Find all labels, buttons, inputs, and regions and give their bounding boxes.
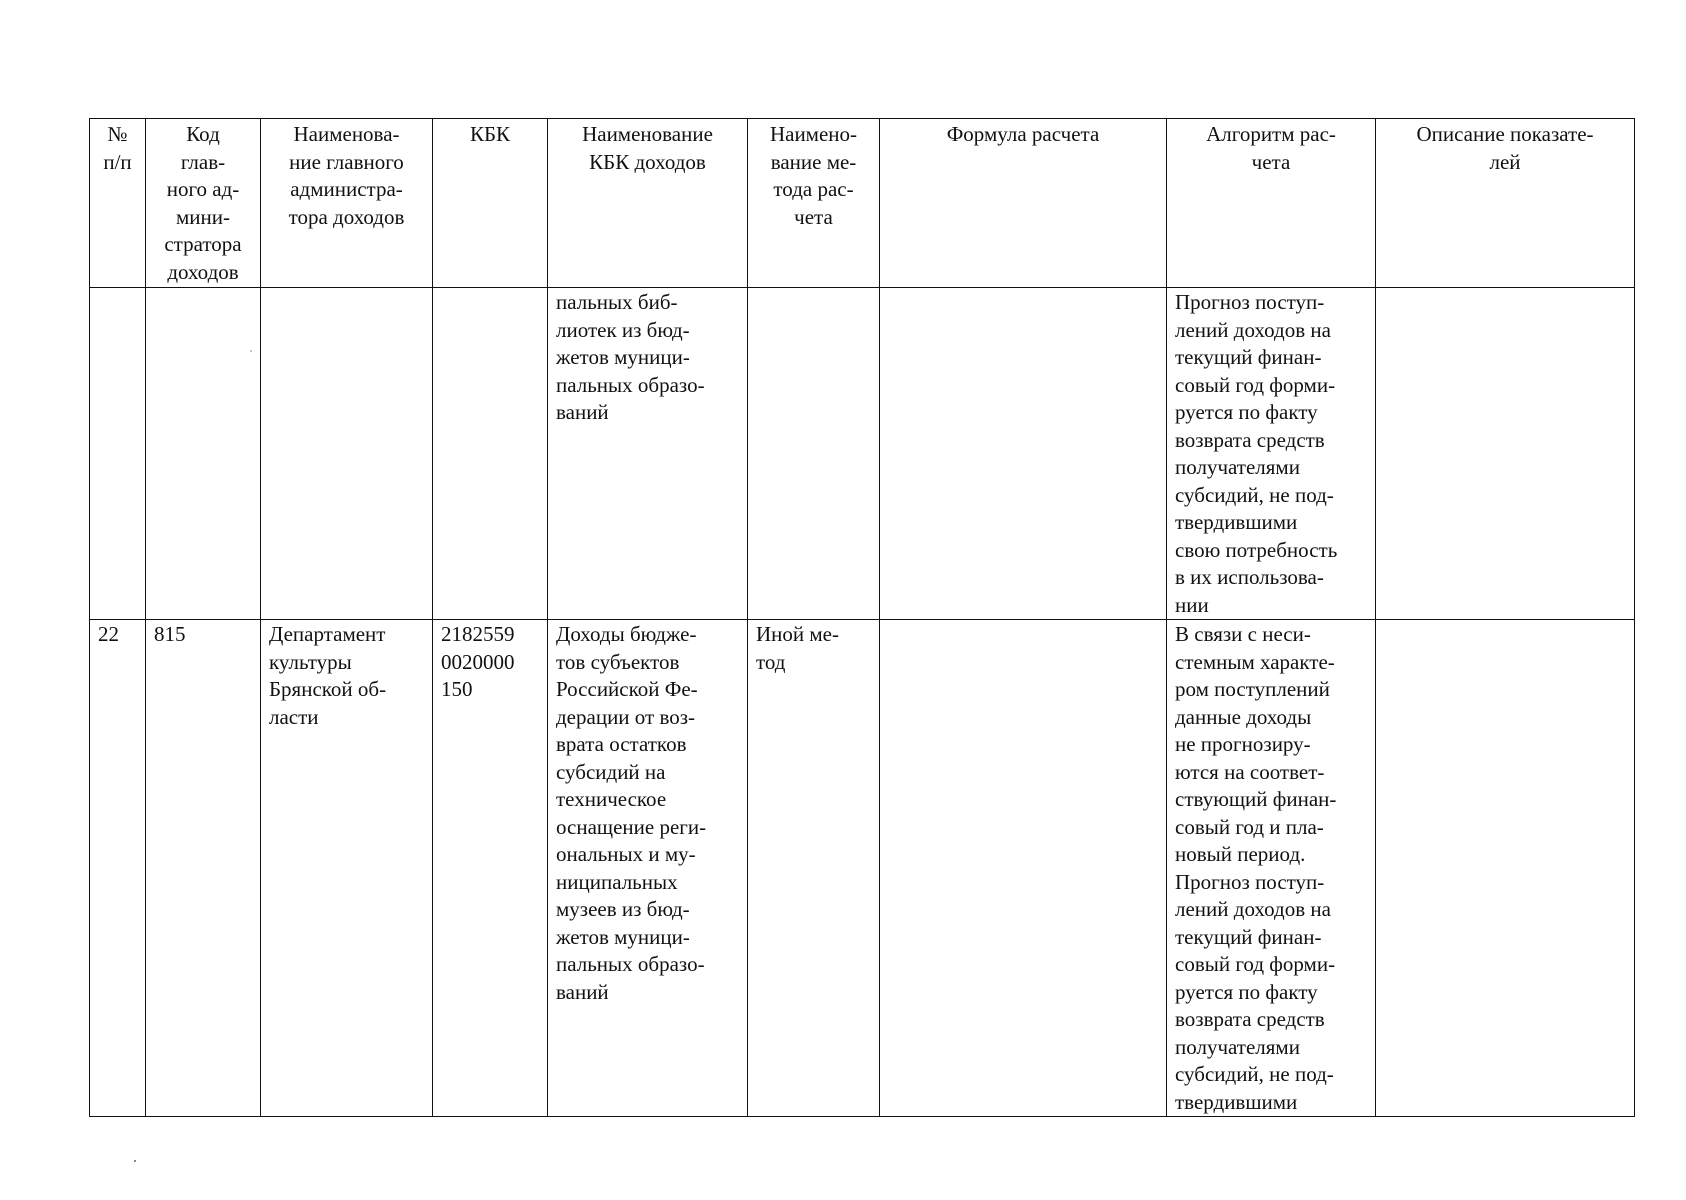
header-kbk: КБК xyxy=(433,119,548,288)
header-kbk-name: Наименование КБК доходов xyxy=(548,119,748,288)
cell-description xyxy=(1376,288,1635,620)
header-admin-code: Код глав- ного ад- мини- стратора доходов xyxy=(146,119,261,288)
table-header-row xyxy=(90,119,1635,288)
header-admin-name: Наименова- ние главного администра- тора доходов xyxy=(261,119,433,288)
scan-speck xyxy=(134,1160,136,1162)
header-description: Описание показате- лей xyxy=(1376,119,1635,288)
cell-algorithm: В связи с неси- стемным характе- ром поступлений данные доходы не прогнозиру- ются на соответ- ствующий финан- совый год и пла- новый период. Прогноз поступ- лений доходов на текущий финан- совый год форми- руется по факту возврата средств получателями субсидий, не под- твердившими xyxy=(1167,620,1376,1117)
cell-kbk-name: пальных биб- лиотек из бюд- жетов муници- пальных образо- ваний xyxy=(548,288,748,620)
header-method-name: Наимено- вание ме- тода рас- чета xyxy=(748,119,880,288)
cell-kbk-name: Доходы бюдже- тов субъектов Российской Фе- дерации от воз- врата остатков субсидий на техническое оснащение реги- ональных и му- ниципальных музеев из бюд- жетов муници- пальных образо- ваний xyxy=(548,620,748,1117)
header-formula: Формула расчета xyxy=(880,119,1167,288)
cell-row-number: 22 xyxy=(90,620,146,1117)
cell-admin-name xyxy=(261,288,433,620)
table-row xyxy=(90,620,1635,1117)
cell-admin-code xyxy=(146,288,261,620)
cell-method-name xyxy=(748,288,880,620)
cell-row-number xyxy=(90,288,146,620)
cell-kbk xyxy=(433,288,548,620)
revenue-forecast-table xyxy=(89,118,1635,1117)
cell-description xyxy=(1376,620,1635,1117)
cell-kbk: 2182559 0020000 150 xyxy=(433,620,548,1117)
cell-method-name: Иной ме- тод xyxy=(748,620,880,1117)
cell-formula xyxy=(880,620,1167,1117)
header-row-number: № п/п xyxy=(90,119,146,288)
header-algorithm: Алгоритм рас- чета xyxy=(1167,119,1376,288)
table-row xyxy=(90,288,1635,620)
cell-algorithm: Прогноз поступ- лений доходов на текущий финан- совый год форми- руется по факту возврата средств получателями субсидий, не под- твердившими свою потребность в их использова- нии xyxy=(1167,288,1376,620)
cell-admin-code: 815 xyxy=(146,620,261,1117)
cell-admin-name: Департамент культуры Брянской об- ласти xyxy=(261,620,433,1117)
cell-formula xyxy=(880,288,1167,620)
